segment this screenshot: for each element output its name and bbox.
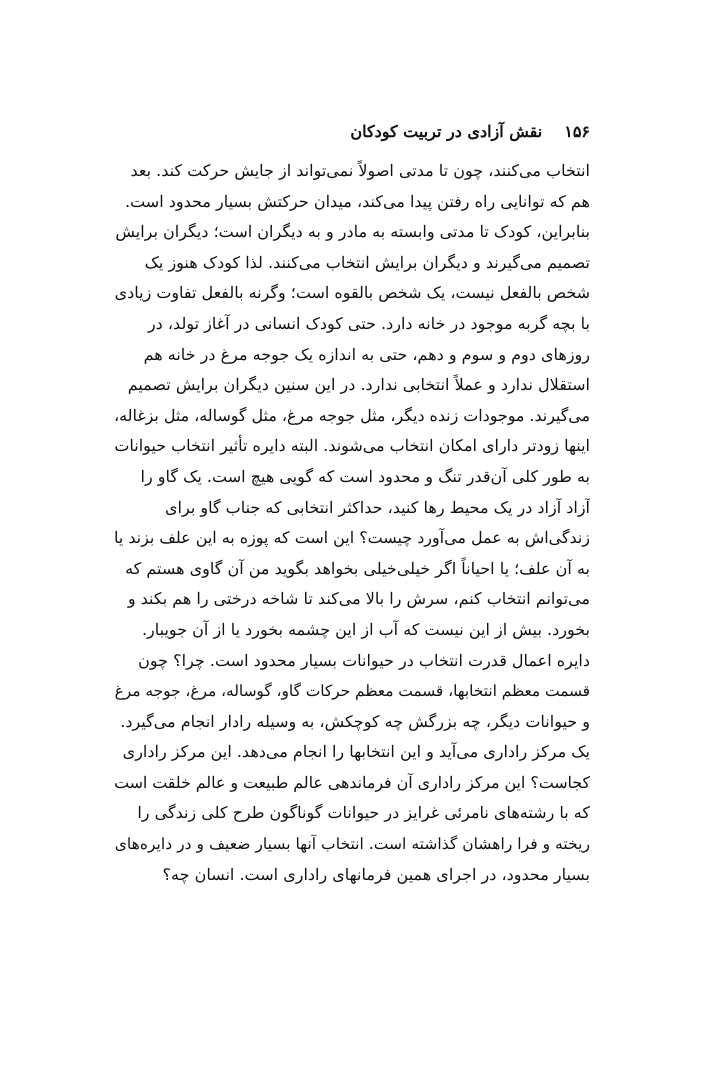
text-line: می‌گیرند. موجودات زنده دیگر، مثل جوجه مرغ، مثل گوساله، مثل بزغاله، [114,405,590,425]
text-line: هم که توانایی راه رفتن پیدا می‌کند، میدان حرکتش بسیار محدود است. [125,191,590,211]
text-line: کجاست؟ این مرکز راداری آن فرماندهی عالم طبیعت و عالم خلقت است [114,772,590,792]
text-line: که با رشته‌های نامرئی غرایز در حیوانات گوناگون طرح کلی زندگی را [137,803,590,823]
text-line: با بچه گربه موجود در خانه دارد. حتی کودک انسانی در آغاز تولد، در [147,313,590,333]
text-line: شخص بالفعل نیست، یک شخص بالقوه است؛ وگرنه بالفعل تفاوت زیادی [114,283,590,303]
text-line: آزاد آزاد در یک محیط رها کنید، حداکثر انتخابی که جناب گاو برای [165,497,590,517]
text-line: بخورد. بیش از این نیست که آب از این چشمه بخورد یا از آن جویبار. [141,619,590,639]
text-line: بنابراین، کودک تا مدتی وابسته به مادر و به دیگران است؛ دیگران برایش [115,222,590,242]
text-line: می‌توانم انتخاب کنم، سرش را بالا می‌کند تا شاخه درختی را هم بکند و [127,589,590,609]
text-line: تصمیم می‌گیرند و دیگران برایش انتخاب می‌کنند. لذا کودک هنوز یک [144,252,590,272]
book-title: نقش آزادی در تربیت کودکان [350,121,543,141]
text-line: بسیار محدود، در اجرای همین فرمانهای راداری است. انسان چه؟ [162,864,590,884]
text-line: و حیوانات دیگر، چه بزرگش چه کوچکش، به وسیله رادار انجام می‌گیرد. [120,711,590,731]
text-line: انتخاب می‌کنند، چون تا مدتی اصولاً نمی‌تواند از جایش حرکت کند. بعد [130,161,590,180]
text-line: قسمت معظم انتخابها، قسمت معظم حرکات گاو، گوساله، مرغ، جوجه مرغ [114,682,590,701]
text-line: یک مرکز راداری می‌آید و این انتخابها را انجام می‌دهد. این مرکز راداری [122,742,590,762]
text-line: روزهای دوم و سوم و دهم، حتی به اندازه یک جوجه مرغ در خانه هم [143,344,590,364]
body-text [114,156,590,890]
text-line: به طور کلی آن‌قدر تنگ و محدود است که گویی هیچ است. یک گاو را [140,466,590,486]
text-line: به آن علف؛ یا احیاناً اگر خیلی‌خیلی بخواهد بگوید من آن گاوی هستم که [125,558,590,578]
page-number: ۱۵۶ [564,121,590,141]
text-line: ریخته و فرا راهشان گذاشته است. انتخاب آنها بسیار ضعیف و در دایره‌های [114,835,590,854]
text-line: دایره اعمال قدرت انتخاب در حیوانات بسیار محدود است. چرا؟ چون [138,650,590,670]
text-line: زندگی‌اش به عمل می‌آورد چیست؟ این است که پوزه به این علف بزند یا [114,528,590,548]
text-line: استقلال ندارد و عملاً انتخابی ندارد. در این سنین دیگران برایش تصمیم [127,375,590,395]
text-line: اینها زودتر دارای امکان انتخاب می‌شوند. البته دایره تأثیر انتخاب حیوانات [114,436,590,456]
running-head [118,118,590,144]
